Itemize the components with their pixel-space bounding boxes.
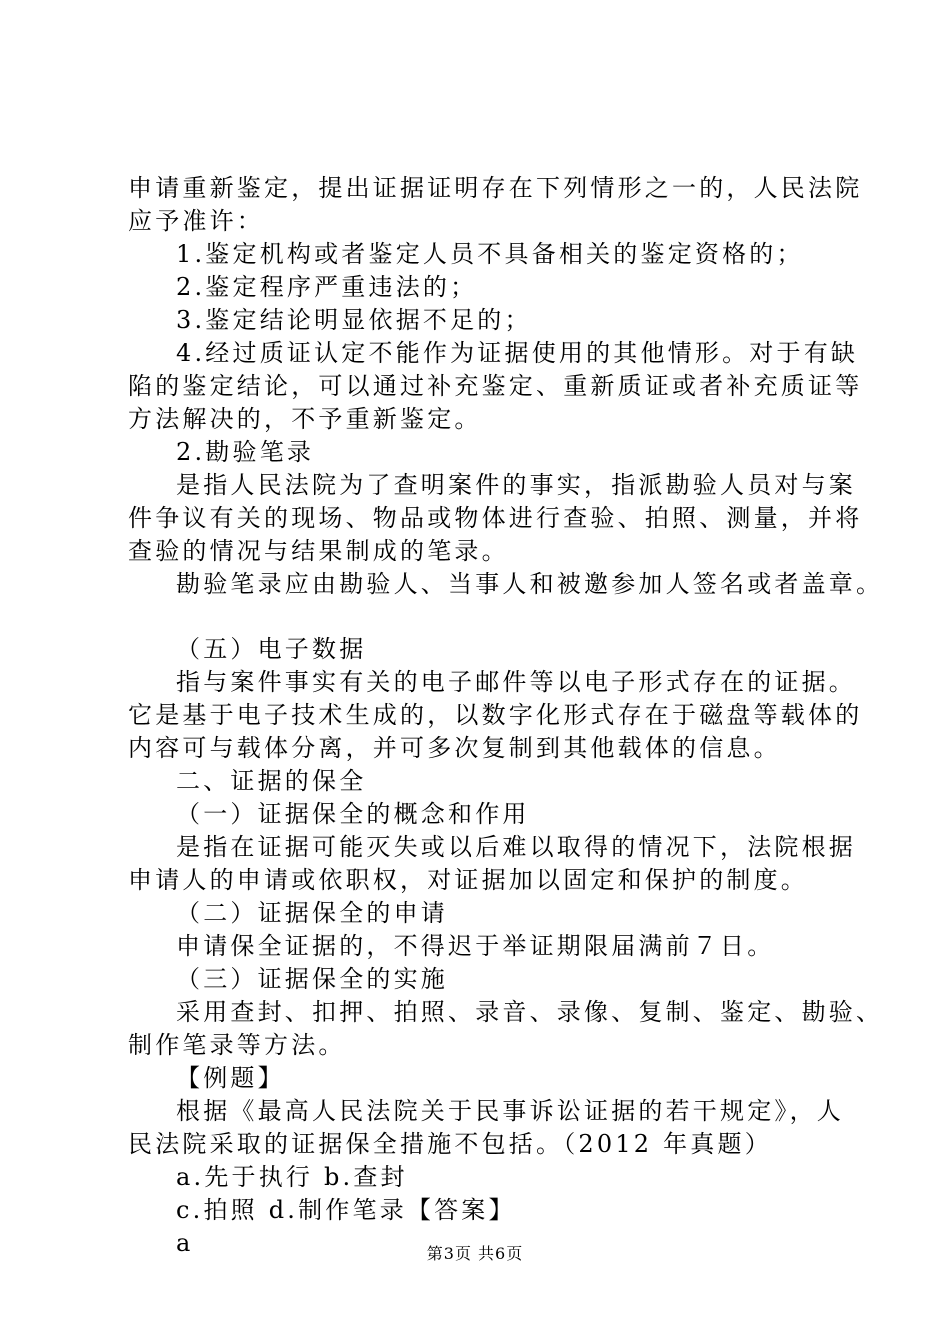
text-line: 是指人民法院为了查明案件的事实，指派勘验人员对与案 — [176, 471, 856, 499]
text-line: （二）证据保全的申请 — [176, 899, 448, 927]
text-line: 根据《最高人民法院关于民事诉讼证据的若干规定》，人 — [176, 1097, 844, 1125]
text-line: （五）电子数据 — [176, 635, 367, 663]
text-line: 是指在证据可能灭失或以后难以取得的情况下，法院根据 — [176, 833, 856, 861]
text-line: 方法解决的，不予重新鉴定。 — [128, 405, 482, 433]
text-line: 它是基于电子技术生成的，以数字化形式存在于磁盘等载体的 — [128, 701, 863, 729]
text-line: 二、证据的保全 — [176, 767, 367, 795]
text-line: 2.勘验笔录 — [176, 438, 315, 466]
text-line: 4.经过质证认定不能作为证据使用的其他情形。对于有缺 — [176, 339, 859, 367]
text-line: 内容可与载体分离，并可多次复制到其他载体的信息。 — [128, 734, 781, 762]
text-line: 【例题】 — [176, 1064, 285, 1092]
text-line: 1.鉴定机构或者鉴定人员不具备相关的鉴定资格的； — [176, 240, 804, 268]
text-line: （一）证据保全的概念和作用 — [176, 800, 530, 828]
blank-line — [128, 601, 848, 633]
text-line: 勘验笔录应由勘验人、当事人和被邀参加人签名或者盖章。 — [176, 570, 884, 598]
text-line: c.拍照 d.制作笔录【答案】 — [176, 1196, 516, 1224]
text-line: 申请保全证据的，不得迟于举证期限届满前７日。 — [176, 932, 775, 960]
text-line: 陷的鉴定结论，可以通过补充鉴定、重新质证或者补充质证等 — [128, 372, 863, 400]
text-line: a — [176, 1229, 194, 1257]
text-line: 2.鉴定程序严重违法的； — [176, 273, 478, 301]
text-line: 指与案件事实有关的电子邮件等以电子形式存在的证据。 — [176, 668, 856, 696]
text-line: 民法院采取的证据保全措施不包括。（2012 年真题） — [128, 1130, 772, 1158]
text-line: 采用查封、扣押、拍照、录音、录像、复制、鉴定、勘验、 — [176, 998, 884, 1026]
text-line: 查验的情况与结果制成的笔录。 — [128, 537, 509, 565]
text-line: 件争议有关的现场、物品或物体进行查验、拍照、测量，并将 — [128, 504, 863, 532]
text-line: （三）证据保全的实施 — [176, 965, 448, 993]
page-footer: 第3页 共6页 — [426, 1244, 524, 1263]
text-line: 应予准许： — [128, 207, 264, 235]
text-line: 申请重新鉴定，提出证据证明存在下列情形之一的，人民法院 — [128, 174, 863, 202]
document-body — [128, 172, 884, 1260]
text-line: 申请人的申请或依职权，对证据加以固定和保护的制度。 — [128, 866, 808, 894]
text-line: 3.鉴定结论明显依据不足的； — [176, 306, 532, 334]
text-line: a.先于执行 b.查封 — [176, 1163, 408, 1191]
text-line: 制作笔录等方法。 — [128, 1031, 346, 1059]
